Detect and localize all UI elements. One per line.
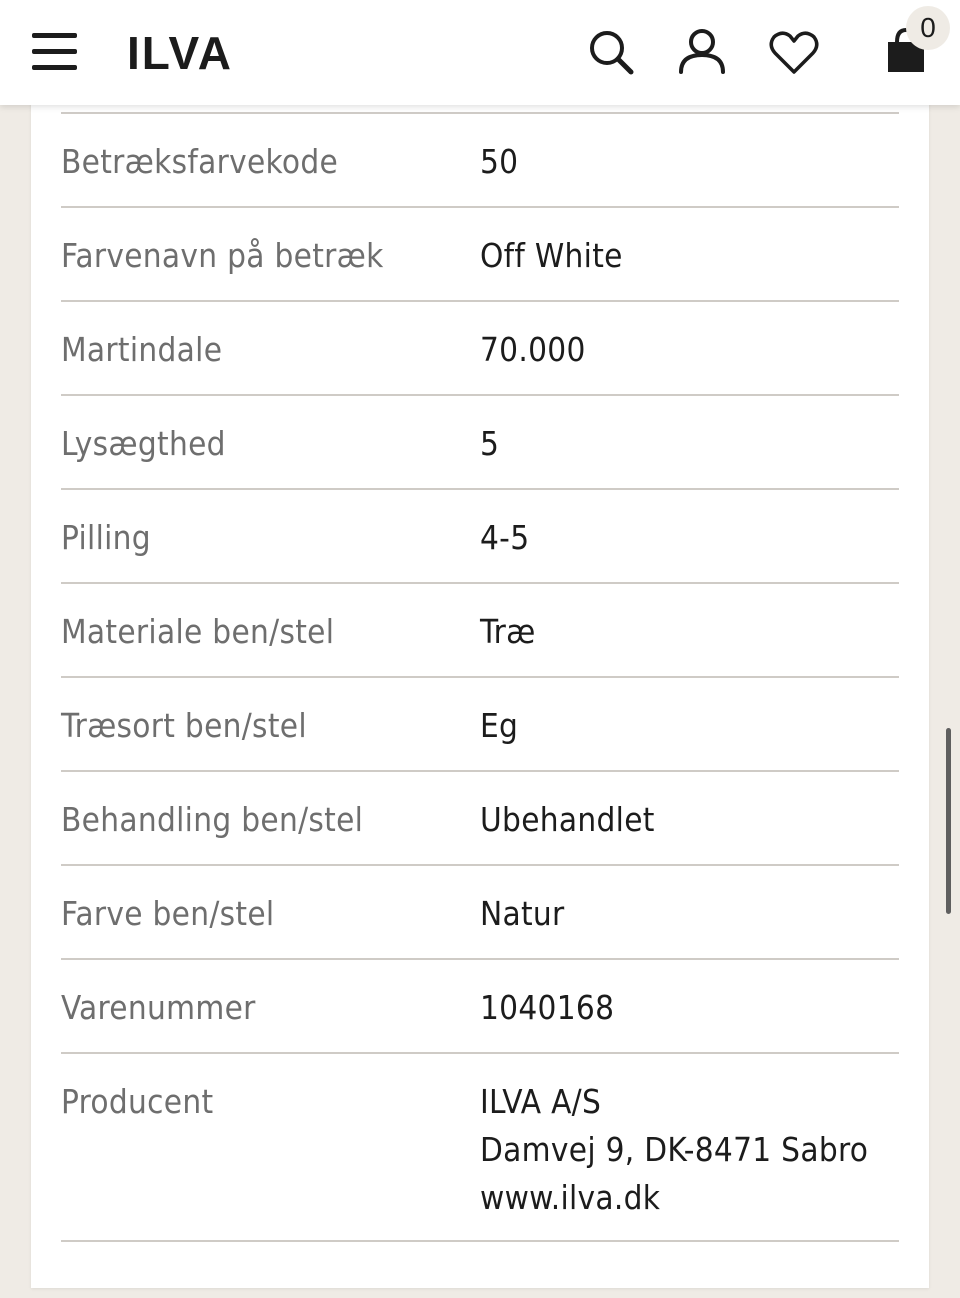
heart-icon[interactable] bbox=[764, 22, 824, 82]
user-icon[interactable] bbox=[672, 22, 732, 82]
spec-value: 70.000 bbox=[480, 330, 586, 369]
spec-row bbox=[61, 676, 899, 770]
spec-value: 1040168 bbox=[480, 988, 615, 1027]
spec-row bbox=[61, 958, 899, 1052]
spec-row bbox=[61, 206, 899, 300]
spec-label: Materiale ben/stel bbox=[61, 612, 335, 651]
spec-row bbox=[61, 582, 899, 676]
hamburger-menu-icon[interactable] bbox=[32, 33, 77, 71]
spec-value: 50 bbox=[480, 142, 519, 181]
spec-label: Behandling ben/stel bbox=[61, 800, 364, 839]
producer-name: ILVA A/S bbox=[480, 1082, 602, 1121]
scrollbar[interactable] bbox=[946, 728, 951, 914]
producer-website: www.ilva.dk bbox=[480, 1178, 661, 1217]
spec-row bbox=[61, 300, 899, 394]
specifications-table bbox=[61, 112, 899, 1242]
search-icon[interactable] bbox=[580, 22, 640, 82]
spec-value: Off White bbox=[480, 236, 623, 275]
spec-row bbox=[61, 770, 899, 864]
spec-value: Ubehandlet bbox=[480, 800, 655, 839]
spec-row bbox=[61, 864, 899, 958]
spec-row bbox=[61, 488, 899, 582]
spec-value: Træ bbox=[480, 612, 536, 651]
site-header bbox=[0, 0, 960, 105]
spec-label: Pilling bbox=[61, 518, 151, 557]
spec-label: Betræksfarvekode bbox=[61, 142, 339, 181]
spec-label: Lysægthed bbox=[61, 424, 226, 463]
spec-label: Farvenavn på betræk bbox=[61, 236, 384, 275]
ilva-logo[interactable]: ILVA bbox=[127, 27, 233, 79]
spec-label: Træsort ben/stel bbox=[61, 706, 307, 745]
cart-count-badge: 0 bbox=[906, 6, 950, 50]
spec-row bbox=[61, 112, 899, 206]
spec-row bbox=[61, 394, 899, 488]
spec-value: 4-5 bbox=[480, 518, 530, 557]
spec-label: Martindale bbox=[61, 330, 223, 369]
spec-row-producer bbox=[61, 1052, 899, 1242]
spec-value: Natur bbox=[480, 894, 565, 933]
producer-street: Damvej 9, DK-8471 Sabro bbox=[480, 1130, 869, 1169]
producer-address bbox=[480, 1078, 868, 1222]
product-specifications-card bbox=[31, 60, 929, 1288]
spec-label: Farve ben/stel bbox=[61, 894, 275, 933]
spec-label: Producent bbox=[61, 1082, 214, 1121]
spec-label: Varenummer bbox=[61, 988, 256, 1027]
spec-value: 5 bbox=[480, 424, 500, 463]
spec-value: Eg bbox=[480, 706, 519, 745]
